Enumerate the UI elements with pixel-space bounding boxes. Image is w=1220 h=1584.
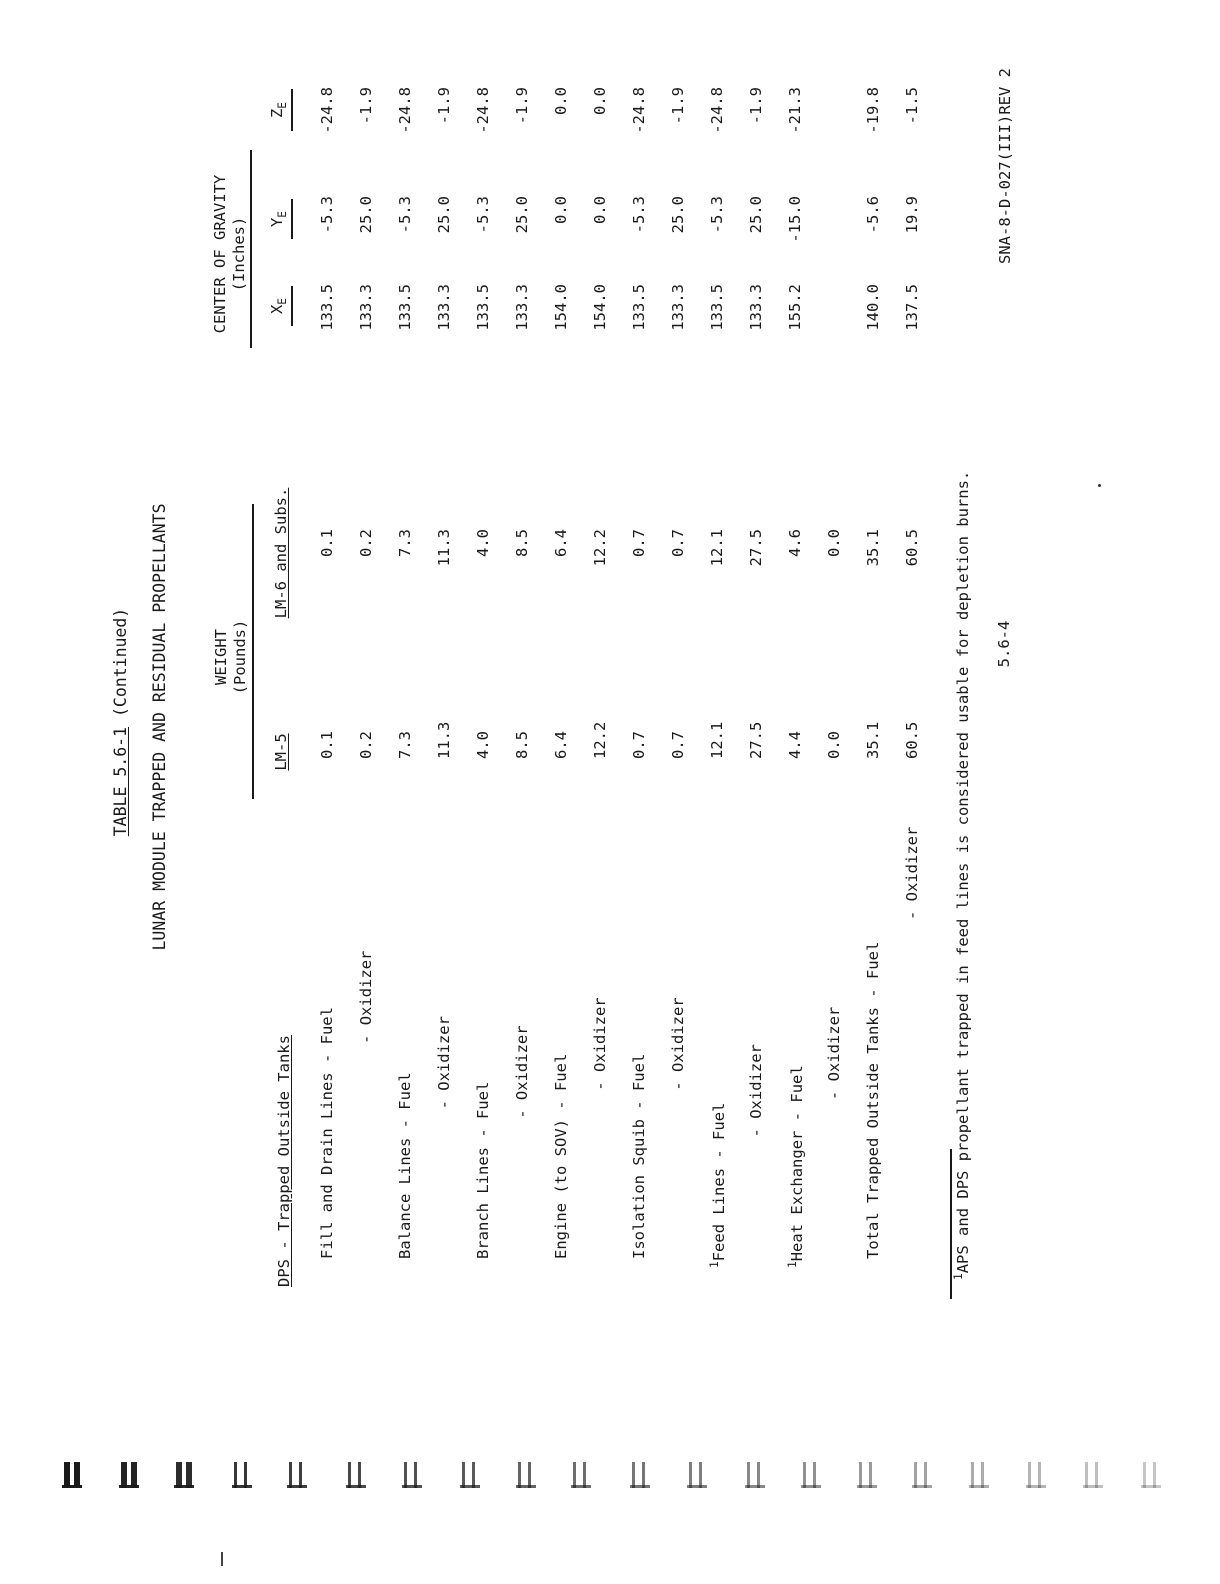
xe-subscript: E: [276, 297, 290, 305]
cell-lm6: 0.1: [318, 529, 336, 557]
cell-xe: 155.2: [786, 284, 804, 331]
cell-lm6: 4.6: [786, 529, 804, 557]
cell-ye: 25.0: [747, 196, 765, 234]
row-label-text: Engine (to SOV) - Fuel: [552, 1053, 570, 1259]
row-label: [513, 1025, 531, 1118]
cell-xe: 154.0: [552, 284, 570, 331]
ye-symbol: Y: [268, 217, 286, 228]
cell-lm6: 0.0: [825, 529, 843, 557]
weight-header-rule: [252, 504, 254, 799]
binder-mark: [571, 1462, 595, 1488]
row-label: [747, 1044, 765, 1137]
row-label: [474, 1082, 492, 1259]
binder-mark: [1026, 1462, 1050, 1488]
binder-mark: [801, 1462, 825, 1488]
cell-ye: 19.9: [903, 196, 921, 234]
binder-mark: [687, 1462, 711, 1488]
cell-lm5: 12.2: [591, 721, 609, 759]
cell-xe: 133.3: [669, 284, 687, 331]
binder-mark: [460, 1462, 484, 1488]
cell-ye: 25.0: [513, 196, 531, 234]
row-label-text: Heat Exchanger - Fuel: [788, 1065, 807, 1262]
table-title: [111, 608, 130, 837]
cell-lm6: 27.5: [747, 529, 765, 567]
cell-lm5: 60.5: [903, 721, 921, 759]
footnote-marker: 1: [952, 1273, 965, 1280]
cell-ze: 0.0: [591, 87, 609, 115]
binder-mark: [912, 1462, 936, 1488]
row-label-text: Balance Lines - Fuel: [396, 1072, 414, 1259]
cell-ze: -24.8: [396, 87, 414, 134]
weight-header: WEIGHT: [212, 629, 230, 685]
row-label: [708, 1103, 728, 1268]
cell-ye: 0.0: [552, 196, 570, 224]
binder-mark: [62, 1462, 86, 1488]
cell-ze: -24.8: [318, 87, 336, 134]
cell-lm5: 35.1: [864, 721, 882, 759]
table-subtitle: LUNAR MODULE TRAPPED AND RESIDUAL PROPELLANTS: [150, 503, 169, 951]
cell-lm6: 12.1: [708, 529, 726, 567]
ze-symbol: Z: [268, 108, 286, 119]
cell-ye: 25.0: [357, 196, 375, 234]
cell-lm6: 8.5: [513, 529, 531, 557]
cell-lm5: 11.3: [435, 721, 453, 759]
row-label-text: - Oxidizer: [903, 826, 921, 920]
cell-lm5: 0.7: [630, 731, 648, 759]
cell-xe: 133.5: [630, 284, 648, 331]
cell-xe: 133.5: [318, 284, 336, 331]
cell-ye: -5.6: [864, 196, 882, 234]
cell-ye: 25.0: [669, 196, 687, 234]
cell-xe: 133.5: [396, 284, 414, 331]
row-label-footnote-marker: 1: [708, 1261, 721, 1268]
row-label: [630, 1054, 648, 1259]
cell-ze: -24.8: [474, 87, 492, 134]
cell-ze: -24.8: [630, 87, 648, 134]
row-label: [435, 1016, 453, 1109]
cell-xe: 133.3: [357, 284, 375, 331]
cell-ze: -19.8: [864, 87, 882, 134]
cell-lm5: 0.7: [669, 731, 687, 759]
cell-ye: 0.0: [591, 196, 609, 224]
ze-subscript: E: [276, 101, 290, 109]
cell-lm5: 27.5: [747, 721, 765, 759]
section-heading: DPS - Trapped Outside Tanks: [275, 1035, 293, 1287]
binder-mark: [516, 1462, 540, 1488]
cell-lm5: 0.1: [318, 731, 336, 759]
cell-lm5: 7.3: [396, 731, 414, 759]
cell-lm6: 0.7: [669, 529, 687, 557]
row-label: [318, 1007, 336, 1259]
ze-header-rule: [291, 89, 293, 131]
cell-lm5: 12.1: [708, 721, 726, 759]
row-label-text: - Oxidizer: [591, 997, 609, 1091]
cell-ze: 0.0: [552, 87, 570, 115]
cell-ye: -15.0: [786, 196, 804, 243]
cell-lm5: 0.2: [357, 731, 375, 759]
cell-xe: 133.3: [435, 284, 453, 331]
row-label-footnote-marker: 1: [786, 1261, 799, 1268]
cell-ze: -24.8: [708, 87, 726, 134]
cell-lm6: 12.2: [591, 529, 609, 567]
ye-header-rule: [291, 199, 293, 239]
cell-lm6: 7.3: [396, 529, 414, 557]
row-label: [864, 942, 882, 1259]
cg-header-rule: [250, 150, 252, 348]
cell-xe: 133.3: [513, 284, 531, 331]
xe-header-rule: [291, 286, 293, 326]
cell-ye: -5.3: [396, 196, 414, 234]
binder-mark: [346, 1462, 370, 1488]
scan-speck: [1098, 484, 1101, 487]
row-label: [552, 1054, 570, 1259]
binder-mark: [232, 1462, 256, 1488]
cell-lm6: 11.3: [435, 529, 453, 567]
cell-xe: 154.0: [591, 284, 609, 331]
row-label: [903, 827, 921, 920]
row-label: [396, 1072, 414, 1259]
cg-header: CENTER OF GRAVITY: [211, 174, 229, 334]
row-label-text: Isolation Squib - Fuel: [630, 1053, 648, 1259]
cell-ye: 25.0: [435, 196, 453, 234]
cell-ze: -1.9: [357, 87, 375, 125]
cell-ze: -1.9: [669, 87, 687, 125]
table-title-suffix: (Continued): [111, 607, 130, 727]
binder-mark: [1141, 1462, 1165, 1488]
table-number: TABLE 5.6-1: [111, 726, 130, 837]
binder-mark: [174, 1462, 198, 1488]
cell-ye: -5.3: [474, 196, 492, 234]
binder-mark: [857, 1462, 881, 1488]
cell-xe: 137.5: [903, 284, 921, 331]
row-label-text: Branch Lines - Fuel: [474, 1081, 492, 1259]
binder-mark: [402, 1462, 426, 1488]
cell-lm5: 4.0: [474, 731, 492, 759]
binder-mark: [1083, 1462, 1107, 1488]
cell-lm6: 0.7: [630, 529, 648, 557]
cell-xe: 140.0: [864, 284, 882, 331]
row-label: [825, 1007, 843, 1100]
row-label-text: - Oxidizer: [513, 1025, 531, 1119]
binder-mark: [119, 1462, 143, 1488]
cell-lm6: 4.0: [474, 529, 492, 557]
column-header-lm5: LM-5: [272, 733, 290, 771]
cell-lm5: 4.4: [786, 731, 804, 759]
row-label-text: Fill and Drain Lines - Fuel: [318, 1007, 336, 1259]
cell-xe: 133.3: [747, 284, 765, 331]
binder-mark: [287, 1462, 311, 1488]
binder-mark: [969, 1462, 993, 1488]
xe-symbol: X: [268, 304, 286, 315]
footnote-text: APS and DPS propellant trapped in feed lines is considered usable for depletion burns.: [954, 470, 973, 1274]
page-number: 5.6-4: [995, 620, 1013, 668]
cell-lm6: 6.4: [552, 529, 570, 557]
cell-lm6: 35.1: [864, 529, 882, 567]
weight-units: (Pounds): [231, 619, 249, 695]
column-header-xe: [268, 298, 289, 314]
row-label-text: - Oxidizer: [747, 1044, 765, 1138]
binder-mark: [745, 1462, 769, 1488]
row-label-text: - Oxidizer: [825, 1006, 843, 1101]
cell-lm5: 6.4: [552, 731, 570, 759]
row-label-text: - Oxidizer: [435, 1016, 453, 1110]
cell-xe: 133.5: [474, 284, 492, 331]
binder-mark: [630, 1462, 654, 1488]
cg-units: (Inches): [230, 216, 248, 292]
cell-lm5: 8.5: [513, 731, 531, 759]
row-label-text: - Oxidizer: [669, 997, 687, 1091]
cell-ze: -1.9: [747, 87, 765, 125]
cell-ze: -1.5: [903, 87, 921, 125]
cell-ze: -1.9: [435, 87, 453, 125]
cell-xe: 133.5: [708, 284, 726, 331]
scan-tick-mark: [221, 1552, 223, 1566]
row-label: [669, 997, 687, 1090]
cell-lm5: 0.0: [825, 731, 843, 759]
row-label: [591, 997, 609, 1090]
cell-ze: -1.9: [513, 87, 531, 125]
column-header-ze: [268, 102, 289, 118]
column-header-lm6: LM-6 and Subs.: [272, 487, 290, 619]
ye-subscript: E: [276, 210, 290, 218]
cell-ze: -21.3: [786, 87, 804, 134]
cell-lm6: 60.5: [903, 529, 921, 567]
column-header-ye: [268, 211, 289, 227]
footnote: [952, 471, 972, 1280]
cell-ye: -5.3: [318, 196, 336, 234]
row-label-text: Feed Lines - Fuel: [710, 1102, 729, 1262]
row-label-text: Total Trapped Outside Tanks - Fuel: [864, 941, 882, 1259]
document-id: SNA-8-D-027(III)REV 2: [996, 68, 1014, 264]
row-label: [786, 1065, 806, 1268]
cell-lm6: 0.2: [357, 529, 375, 557]
row-label-text: - Oxidizer: [357, 950, 375, 1044]
row-label: [357, 951, 375, 1044]
cell-ye: -5.3: [708, 196, 726, 234]
cell-ye: -5.3: [630, 196, 648, 234]
